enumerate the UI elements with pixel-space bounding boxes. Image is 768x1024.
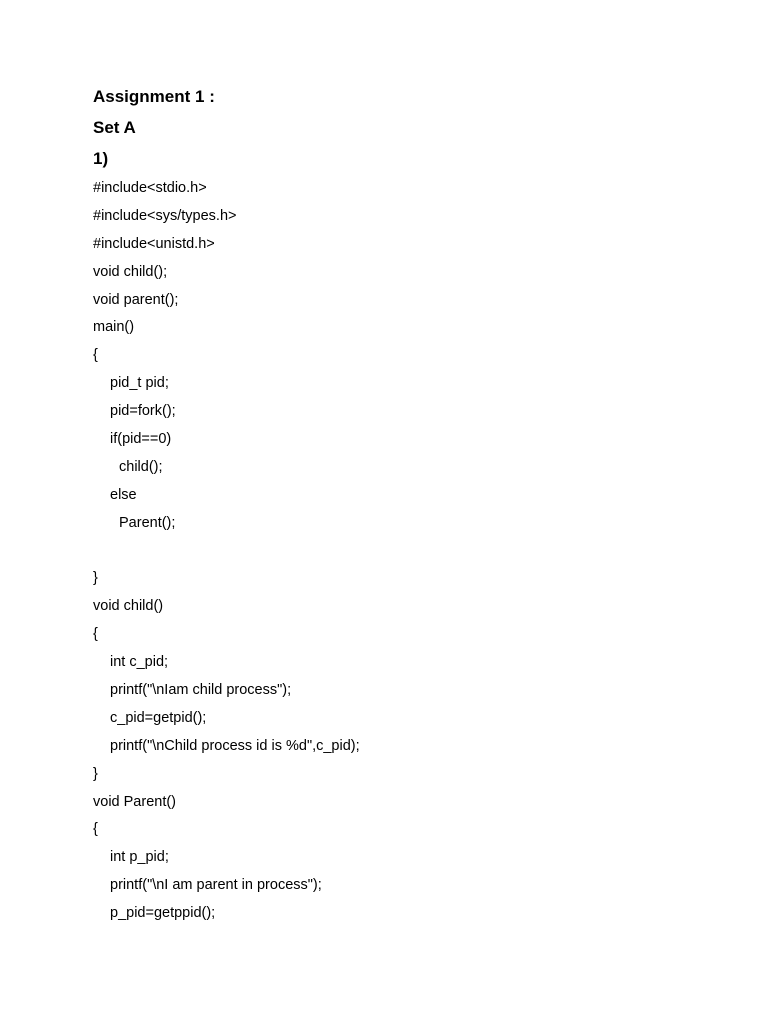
code-line: void parent(); xyxy=(93,291,179,308)
code-line: #include<unistd.h> xyxy=(93,235,215,252)
section-heading: Set A xyxy=(93,118,136,137)
code-listing xyxy=(93,178,693,931)
code-line: #include<stdio.h> xyxy=(93,180,207,196)
code-line: int p_pid; xyxy=(110,849,169,866)
code-line: int c_pid; xyxy=(110,654,169,671)
code-line: else xyxy=(110,486,137,503)
code-line: printf("\nChild process id is %d",c_pid); xyxy=(110,737,360,754)
code-line: #include<sys/types.h> xyxy=(93,207,237,224)
code-line: void child() xyxy=(93,598,164,615)
code-line: void Parent() xyxy=(93,793,177,810)
code-line: Parent(); xyxy=(119,514,176,531)
code-line: p_pid=getppid(); xyxy=(110,905,216,922)
code-line: { xyxy=(93,347,98,364)
code-line: c_pid=getpid(); xyxy=(110,709,207,726)
code-line: printf("\nIam child process"); xyxy=(110,682,292,699)
blank-line xyxy=(93,541,693,569)
code-line: void child(); xyxy=(93,263,168,280)
code-line: pid=fork(); xyxy=(110,403,176,420)
code-line: pid_t pid; xyxy=(110,375,169,392)
question-number: 1) xyxy=(93,149,109,168)
code-line: if(pid==0) xyxy=(110,431,172,448)
code-line: printf("\nI am parent in process"); xyxy=(110,877,322,894)
code-line: child(); xyxy=(119,458,163,475)
code-line: } xyxy=(93,570,98,587)
code-line: main() xyxy=(93,319,135,336)
assignment-title: Assignment 1 : xyxy=(93,87,215,106)
code-line: } xyxy=(93,765,98,782)
code-line: { xyxy=(93,626,98,643)
code-line: { xyxy=(93,821,98,838)
